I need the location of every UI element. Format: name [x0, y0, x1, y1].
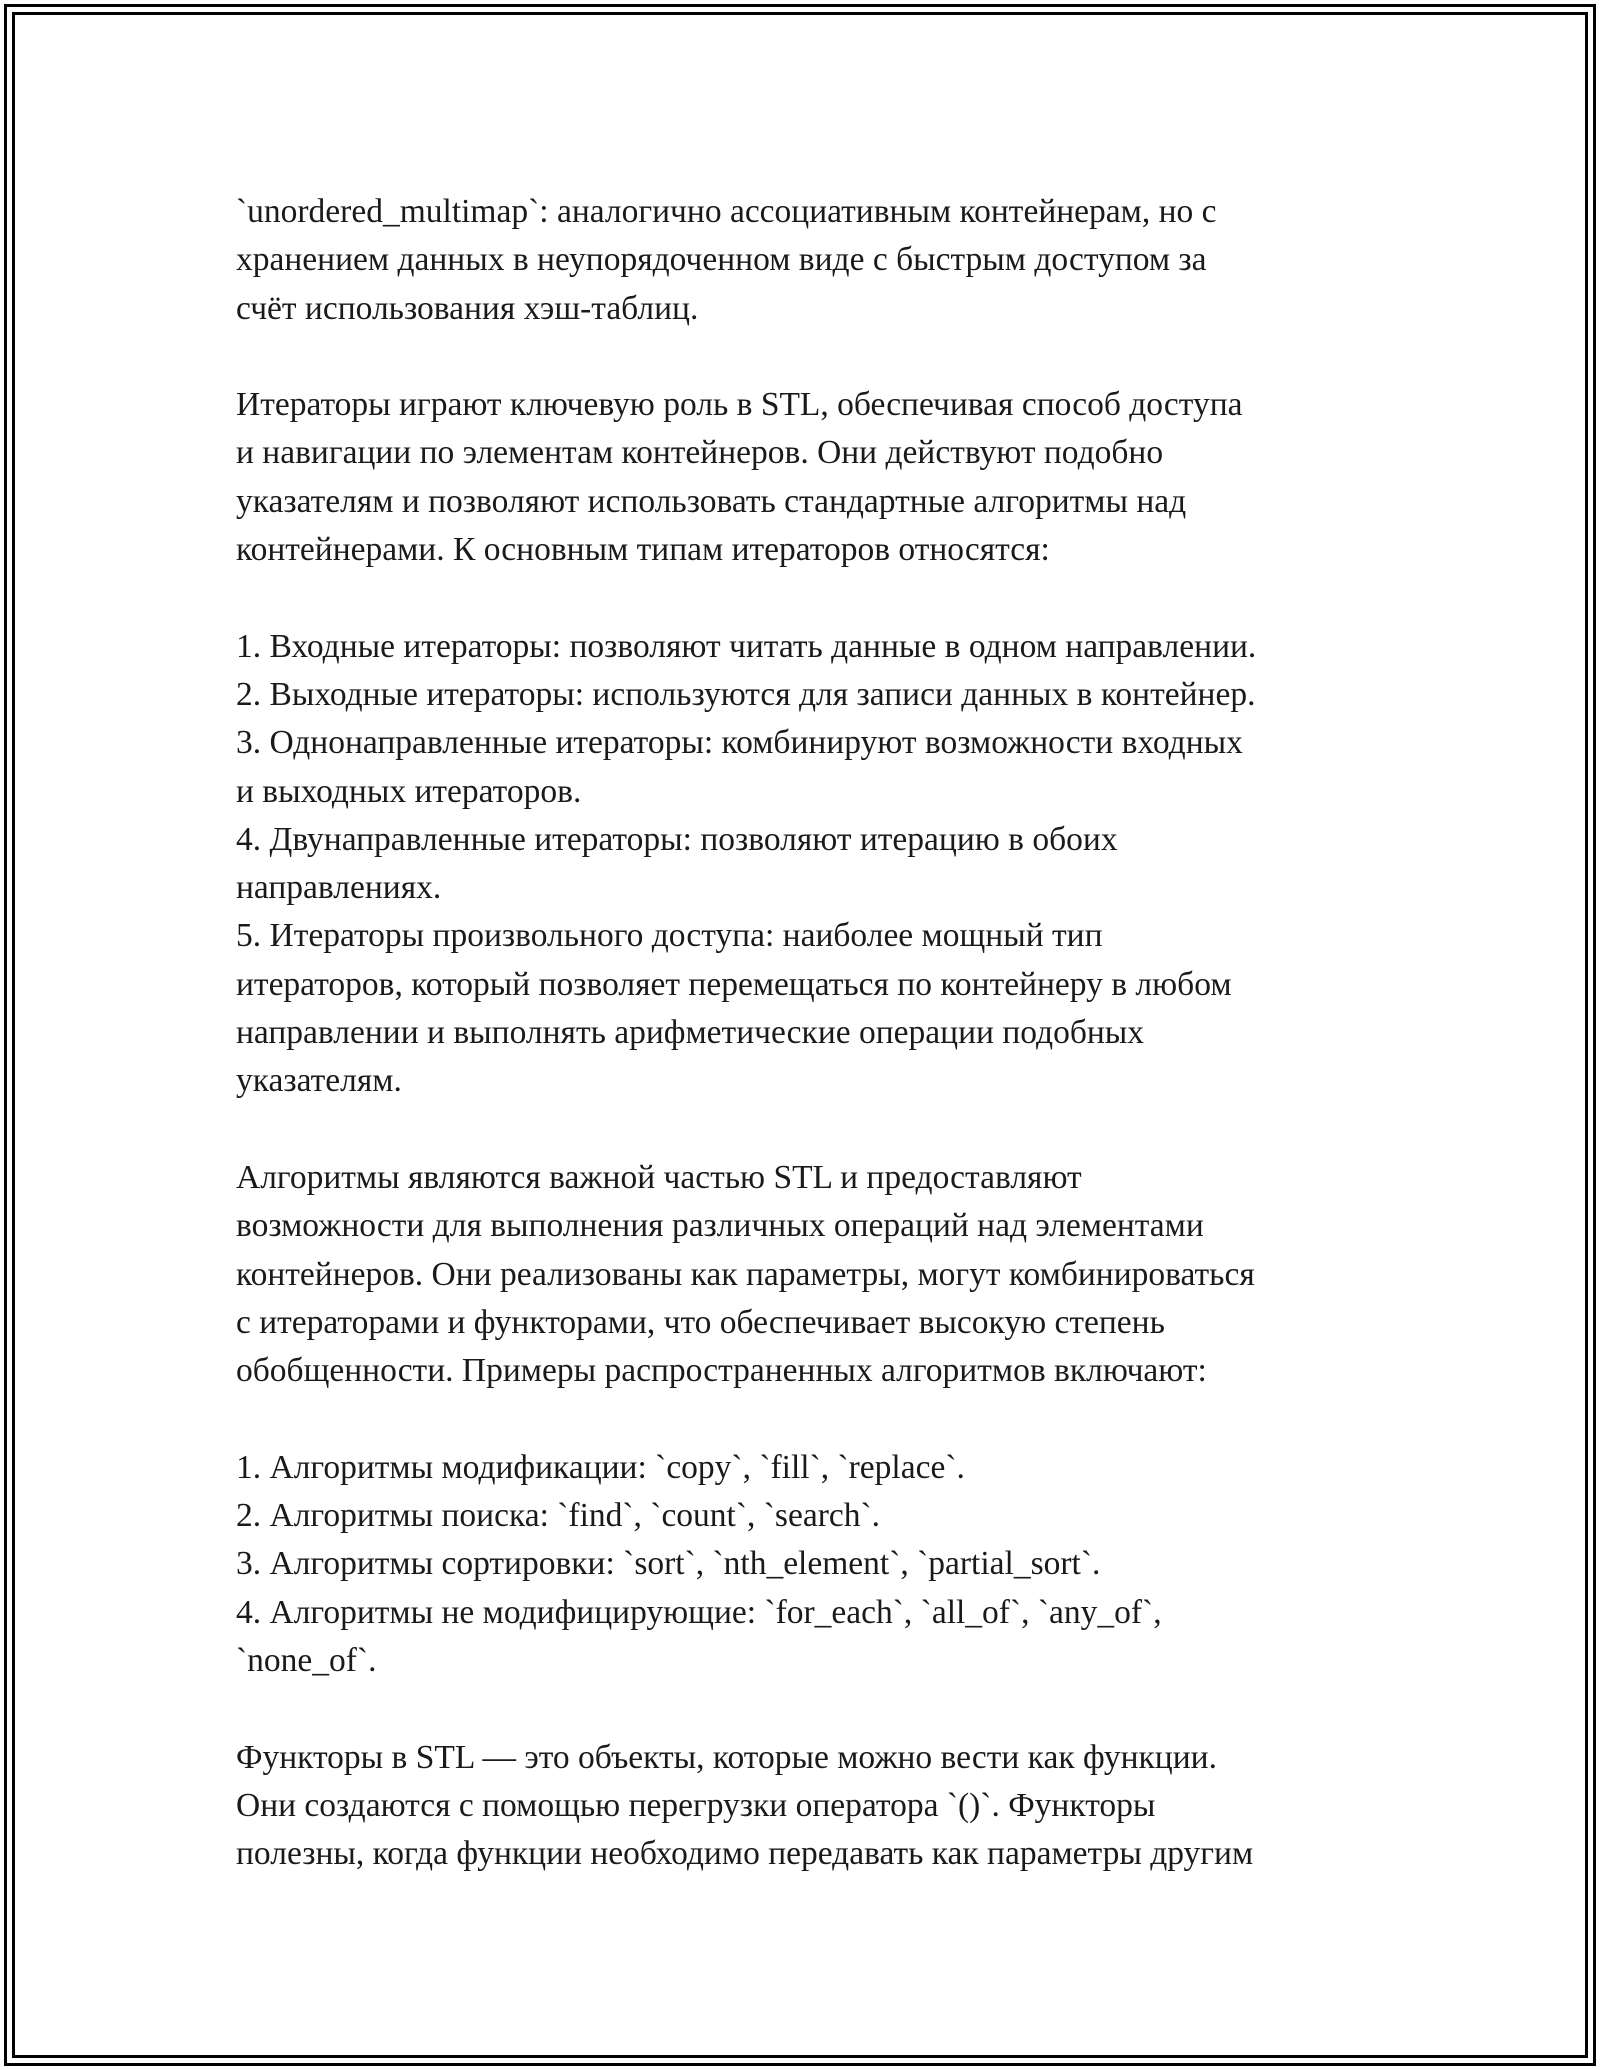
list-item-line: 2. Выходные итераторы: используются для записи данных в контейнер. — [236, 675, 1256, 713]
paragraph-gap — [236, 1106, 1386, 1154]
paragraph-functors — [236, 1734, 1386, 1879]
paragraph-gap — [236, 574, 1386, 622]
text-line: обобщенности. Примеры распространенных алгоритмов включают: — [236, 1352, 1207, 1390]
paragraph-gap — [236, 333, 1386, 381]
paragraph-gap — [236, 1395, 1386, 1443]
text-line: Они создаются с помощью перегрузки оператора `()`. Функторы — [236, 1786, 1156, 1824]
text-line: полезны, когда функции необходимо передавать как параметры другим — [236, 1835, 1254, 1873]
text-line: с итераторами и функторами, что обеспечивает высокую степень — [236, 1303, 1165, 1341]
text-line: возможности для выполнения различных операций над элементами — [236, 1207, 1204, 1245]
list-algorithm-examples — [236, 1444, 1386, 1685]
list-item-line: направлении и выполнять арифметические операции подобных — [236, 1014, 1145, 1052]
list-item-line: 4. Двунаправленные итераторы: позволяют итерацию в обоих — [236, 820, 1118, 858]
paragraph-gap — [236, 1685, 1386, 1733]
list-item-line: 5. Итераторы произвольного доступа: наиболее мощный тип — [236, 917, 1103, 955]
list-item-line: 4. Алгоритмы не модифицирующие: `for_each`, `all_of`, `any_of`, — [236, 1593, 1162, 1631]
list-item-line: 1. Входные итераторы: позволяют читать данные в одном направлении. — [236, 627, 1257, 665]
list-item-line: 3. Однонаправленные итераторы: комбинируют возможности входных — [236, 724, 1243, 762]
text-line: `unordered_multimap`: аналогично ассоциативным контейнерам, но с — [236, 193, 1217, 230]
list-item-line: указателям. — [236, 1062, 402, 1100]
document-body — [236, 188, 1386, 1878]
text-line: счёт использования хэш-таблиц. — [236, 289, 699, 327]
list-item-line: 1. Алгоритмы модификации: `copy`, `fill`, `replace`. — [236, 1448, 965, 1486]
list-item-line: итераторов, который позволяет перемещаться по контейнеру в любом — [236, 965, 1232, 1003]
list-iterator-types — [236, 623, 1386, 1106]
paragraph-unordered-multimap — [236, 188, 1386, 333]
list-item-line: направлениях. — [236, 869, 442, 907]
text-line: Итераторы играют ключевую роль в STL, обеспечивая способ доступа — [236, 386, 1243, 424]
text-line: контейнеров. Они реализованы как параметры, могут комбинироваться — [236, 1255, 1255, 1293]
text-line: Алгоритмы являются важной частью STL и предоставляют — [236, 1158, 1082, 1196]
text-line: хранением данных в неупорядоченном виде с быстрым доступом за — [236, 241, 1207, 279]
list-item-line: `none_of`. — [236, 1641, 377, 1679]
text-line: Функторы в STL — это объекты, которые можно вести как функции. — [236, 1738, 1217, 1776]
list-item-line: 2. Алгоритмы поиска: `find`, `count`, `search`. — [236, 1497, 881, 1535]
text-line: указателям и позволяют использовать стандартные алгоритмы над — [236, 482, 1187, 520]
list-item-line: и выходных итераторов. — [236, 772, 582, 810]
paragraph-iterators-intro — [236, 381, 1386, 574]
paragraph-algorithms-intro — [236, 1154, 1386, 1395]
text-line: контейнерами. К основным типам итераторов относятся: — [236, 531, 1050, 569]
list-item-line: 3. Алгоритмы сортировки: `sort`, `nth_element`, `partial_sort`. — [236, 1545, 1101, 1583]
text-line: и навигации по элементам контейнеров. Они действуют подобно — [236, 434, 1164, 472]
